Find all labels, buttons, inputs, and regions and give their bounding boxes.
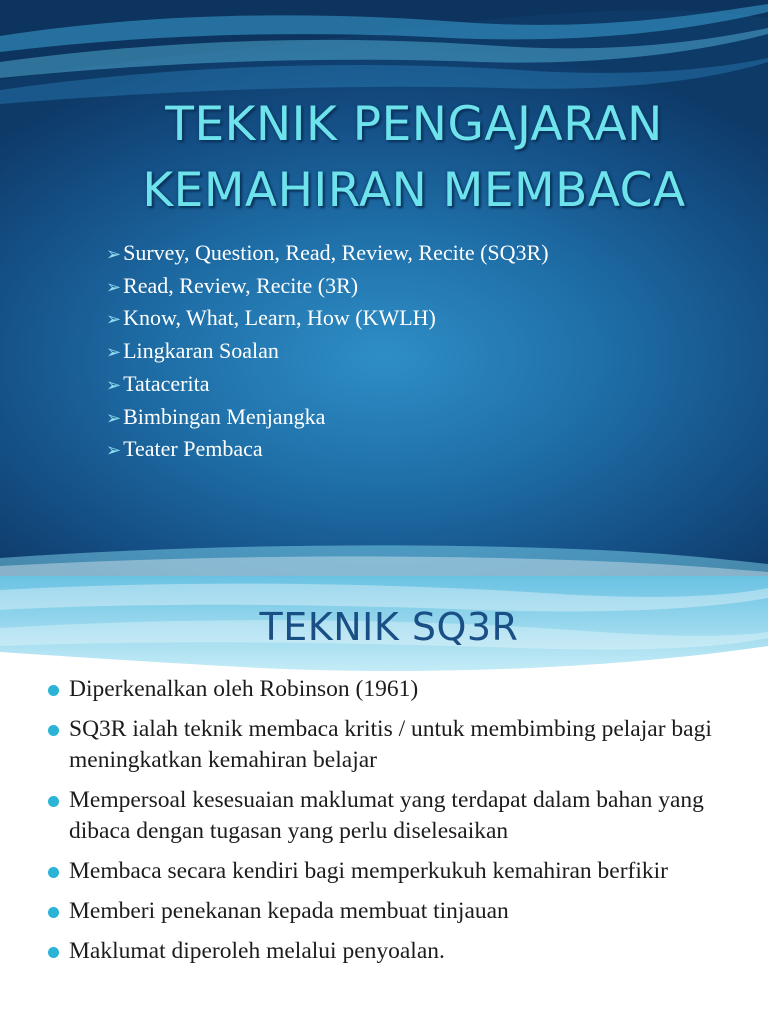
round-bullet-icon — [48, 796, 59, 807]
title-line: KEMAHIRAN MEMBACA — [142, 163, 686, 218]
title-text: TEKNIK SQ3R — [259, 605, 519, 649]
list-item-text: Maklumat diperoleh melalui penyoalan. — [69, 938, 445, 964]
arrow-bullet-icon: ➢ — [106, 244, 122, 265]
technique-list — [106, 238, 549, 467]
slide-1-title — [0, 92, 768, 224]
list-item-text: Memberi penekanan kepada membuat tinjauan — [69, 898, 509, 924]
arrow-bullet-icon: ➢ — [106, 440, 122, 462]
list-item — [48, 936, 738, 967]
list-item-text: Mempersoal kesesuaian maklumat yang terdapat dalam bahan yang dibaca dengan tugasan yang perlu diselesaikan — [69, 787, 704, 844]
list-item-text: Diperkenalkan oleh Robinson (1961) — [69, 676, 419, 702]
arrow-bullet-icon: ➢ — [106, 276, 122, 298]
round-bullet-icon — [48, 907, 59, 918]
arrow-bullet-icon: ➢ — [106, 407, 122, 429]
arrow-bullet-icon: ➢ — [106, 342, 122, 364]
list-item — [106, 271, 549, 304]
list-item-text: Tatacerita — [123, 370, 210, 396]
list-item-text: Membaca secara kendiri bagi memperkukuh kemahiran berfikir — [69, 858, 668, 884]
round-bullet-icon — [48, 867, 59, 878]
list-item — [48, 856, 738, 887]
list-item — [106, 336, 549, 369]
list-item — [106, 238, 549, 271]
list-item-text: SQ3R ialah teknik membaca kritis / untuk membimbing pelajar bagi meningkatkan kemahiran belajar — [69, 716, 712, 773]
list-item-text: Survey, Question, Read, Review, Recite (SQ3R) — [123, 240, 549, 265]
round-bullet-icon — [48, 685, 59, 696]
round-bullet-icon — [48, 725, 59, 736]
list-item-text: Read, Review, Recite (3R) — [123, 272, 359, 298]
title-line: TEKNIK PENGAJARAN — [165, 97, 663, 152]
list-item — [48, 896, 738, 927]
list-item-text: Lingkaran Soalan — [123, 338, 279, 364]
list-item — [106, 402, 549, 435]
list-item-text: Bimbingan Menjangka — [123, 403, 326, 429]
sq3r-points-list — [48, 674, 738, 976]
slide-2-title — [0, 605, 768, 649]
list-item — [48, 785, 738, 847]
round-bullet-icon — [48, 947, 59, 958]
list-item — [48, 714, 738, 776]
arrow-bullet-icon: ➢ — [106, 309, 122, 331]
slide-2 — [0, 576, 768, 1024]
bottom-wave-decoration — [0, 536, 768, 576]
list-item-text: Know, What, Learn, How (KWLH) — [123, 305, 436, 331]
arrow-bullet-icon: ➢ — [106, 374, 122, 396]
list-item — [106, 434, 549, 467]
list-item — [48, 674, 738, 705]
list-item — [106, 303, 549, 336]
list-item-text: Teater Pembaca — [123, 436, 263, 462]
list-item — [106, 369, 549, 402]
